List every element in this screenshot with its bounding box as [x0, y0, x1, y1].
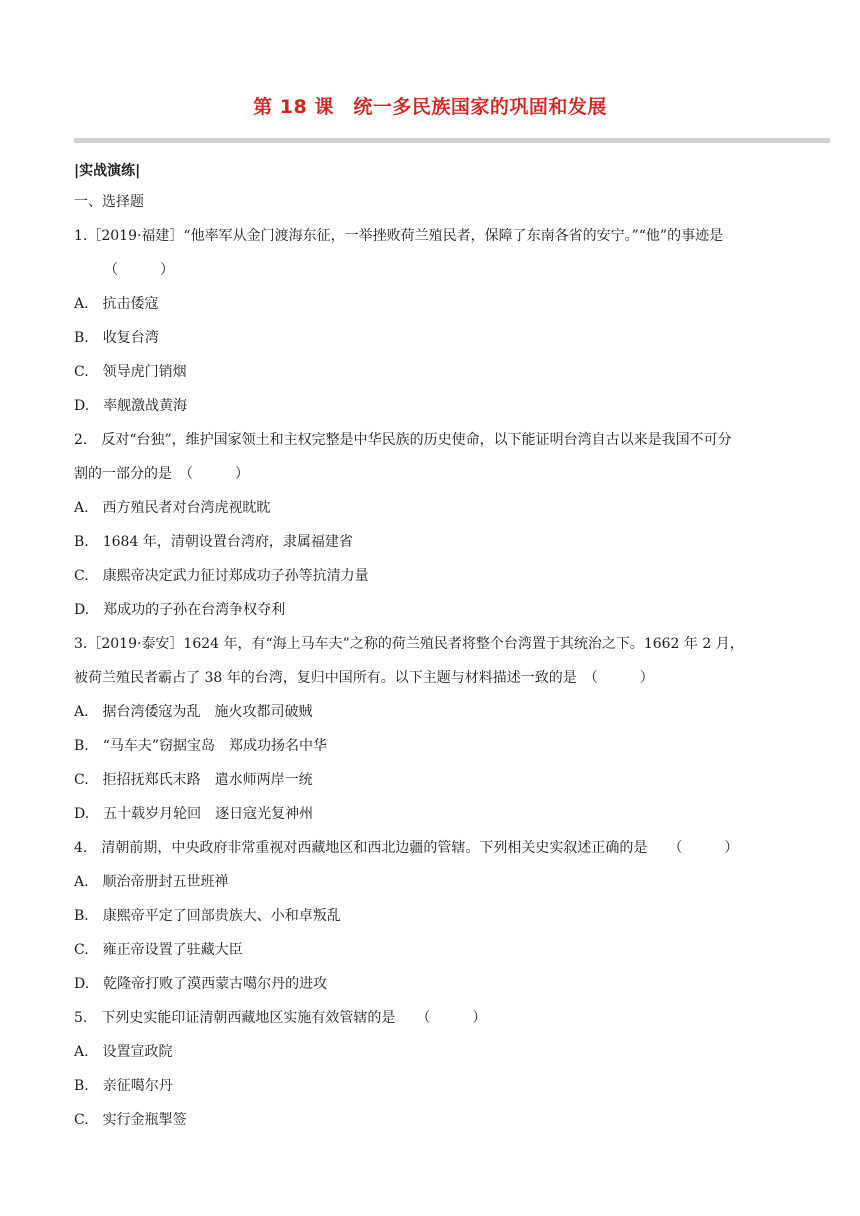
question-3-option-a: A. 据台湾倭寇为乱 施火攻都司破贼	[74, 704, 313, 720]
section-label: |实战演练|	[74, 163, 141, 179]
question-5-option-b: B. 亲征噶尔丹	[74, 1078, 173, 1094]
question-4-option-b: B. 康熙帝平定了回部贵族大、小和卓叛乱	[74, 908, 341, 924]
question-2-option-b: B. 1684 年，清朝设置台湾府，隶属福建省	[74, 534, 353, 550]
question-3-stem: 3.［2019·泰安］1624 年，有“海上马车夫”之称的荷兰殖民者将整个台湾置于其统治之下。1662 年 2 月，	[74, 636, 744, 652]
question-2-option-d: D. 郑成功的子孙在台湾争权夺利	[74, 602, 286, 618]
question-5-stem: 5. 下列史实能印证清朝西藏地区实施有效管辖的是 （ ）	[74, 1010, 487, 1026]
question-1-option-d: D. 率舰激战黄海	[74, 398, 188, 414]
question-2-stem: 2. 反对“台独”，维护国家领土和主权完整是中华民族的历史使命，以下能证明台湾自古以来是我国不可分	[74, 432, 732, 448]
question-5-option-a: A. 设置宣政院	[74, 1044, 173, 1060]
question-3-option-b: B. “马车夫”窃据宝岛 郑成功扬名中华	[74, 738, 328, 754]
question-2-option-a: A. 西方殖民者对台湾虎视眈眈	[74, 500, 271, 516]
question-1-option-a: A. 抗击倭寇	[74, 296, 159, 312]
title-divider	[74, 138, 830, 143]
question-4-option-d: D. 乾隆帝打败了漠西蒙古噶尔丹的进攻	[74, 976, 328, 992]
question-3-option-c: C. 拒招抚郑氏末路 遣水师两岸一统	[74, 772, 313, 788]
part-heading: 一、选择题	[74, 194, 144, 210]
question-1-stem: 1.［2019·福建］“他率军从金门渡海东征，一举挫败荷兰殖民者，保障了东南各省的安宁。”“他”的事迹是	[74, 228, 724, 244]
page-title: 第 18 课 统一多民族国家的巩固和发展	[253, 96, 607, 118]
question-2-stem-cont: 割的一部分的是 （ ）	[74, 466, 249, 482]
question-3-option-d: D. 五十载岁月轮回 逐日寇光复神州	[74, 806, 314, 822]
question-1-option-c: C. 领导虎门销烟	[74, 364, 187, 380]
question-1-answer-blank: （ ）	[104, 262, 174, 278]
question-1-option-b: B. 收复台湾	[74, 330, 159, 346]
question-4-option-c: C. 雍正帝设置了驻藏大臣	[74, 942, 243, 958]
question-4-stem: 4. 清朝前期，中央政府非常重视对西藏地区和西北边疆的管辖。下列相关史实叙述正确的是 （ ）	[74, 840, 739, 856]
question-5-option-c: C. 实行金瓶掣签	[74, 1112, 187, 1128]
question-3-stem-cont: 被荷兰殖民者霸占了 38 年的台湾，复归中国所有。以下主题与材料描述一致的是 （ ）	[74, 670, 654, 686]
question-2-option-c: C. 康熙帝决定武力征讨郑成功子孙等抗清力量	[74, 568, 369, 584]
question-4-option-a: A. 顺治帝册封五世班禅	[74, 874, 229, 890]
